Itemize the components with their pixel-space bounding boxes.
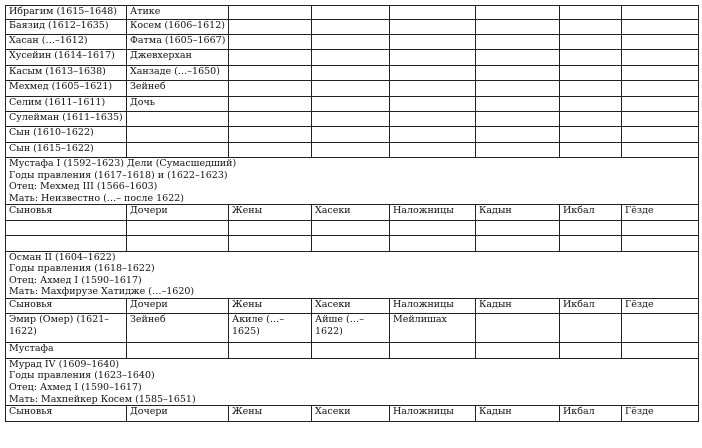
empty-cell <box>476 314 560 343</box>
son-cell: Хусейин (1614–1617) <box>6 50 127 65</box>
column-header-wives: Жены <box>229 205 312 220</box>
sultan-info-row <box>6 358 699 405</box>
empty-cell <box>127 220 229 235</box>
empty-cell <box>476 65 560 80</box>
column-header-sons: Сыновья <box>6 406 127 421</box>
empty-cell <box>229 236 312 251</box>
daughter-cell <box>127 127 229 142</box>
daughter-cell: Зейнеб <box>127 81 229 96</box>
son-cell: Ибрагим (1615–1648) <box>6 6 127 20</box>
concubine-cell: Мейлишах <box>390 314 476 343</box>
son-cell: Баязид (1612–1635) <box>6 19 127 34</box>
empty-cell <box>476 81 560 96</box>
empty-cell <box>560 343 622 358</box>
sultan-info-line: Мустафа I (1592–1623) Дели (Сумасшедший) <box>9 158 237 170</box>
empty-cell <box>390 111 476 126</box>
sons-row <box>6 127 699 142</box>
empty-cell <box>312 81 390 96</box>
empty-cell <box>560 111 622 126</box>
sultan-info-line: Отец: Ахмед I (1590–1617) <box>9 382 142 393</box>
empty-cell <box>390 236 476 251</box>
empty-cell <box>229 142 312 157</box>
empty-cell <box>622 6 699 20</box>
sons-row <box>6 6 699 20</box>
column-header-wives: Жены <box>229 406 312 421</box>
empty-cell <box>476 236 560 251</box>
daughter-cell: Дочь <box>127 96 229 111</box>
empty-cell <box>476 19 560 34</box>
empty-cell <box>560 127 622 142</box>
empty-cell <box>622 343 699 358</box>
empty-cell <box>312 65 390 80</box>
empty-cell <box>476 142 560 157</box>
empty-cell <box>312 96 390 111</box>
son-cell: Селим (1611–1611) <box>6 96 127 111</box>
empty-cell <box>622 96 699 111</box>
empty-cell <box>476 111 560 126</box>
son-cell: Мехмед (1605–1621) <box>6 81 127 96</box>
daughter-cell: Ханзаде (…–1650) <box>127 65 229 80</box>
empty-cell <box>229 19 312 34</box>
sons-row <box>6 142 699 157</box>
empty-cell <box>560 50 622 65</box>
son-cell: Сулейман (1611–1635) <box>6 111 127 126</box>
empty-cell <box>560 81 622 96</box>
empty-cell <box>390 343 476 358</box>
empty-cell <box>127 236 229 251</box>
daughter-cell: Косем (1606–1612) <box>127 19 229 34</box>
empty-cell <box>312 236 390 251</box>
daughter-cell: Зейнеб <box>127 314 229 343</box>
empty-cell <box>229 343 312 358</box>
empty-cell <box>229 65 312 80</box>
column-header-ikbal: Икбал <box>560 299 622 314</box>
daughter-cell <box>127 111 229 126</box>
sons-row <box>6 111 699 126</box>
column-header-gozde: Гёзде <box>622 205 699 220</box>
empty-cell <box>229 127 312 142</box>
empty-cell <box>560 65 622 80</box>
sultan-info-line: Мать: Неизвестно (…– после 1622) <box>9 192 184 204</box>
column-header-daughters: Дочери <box>127 205 229 220</box>
sultan-info <box>6 158 699 205</box>
empty-cell <box>560 96 622 111</box>
column-header-kadin: Кадын <box>476 299 560 314</box>
wife-cell: Акиле (…–1625) <box>229 314 312 343</box>
son-cell: Хасан (…–1612) <box>6 34 127 49</box>
son-cell: Касым (1613–1638) <box>6 65 127 80</box>
empty-cell <box>229 50 312 65</box>
empty-cell <box>560 236 622 251</box>
column-header-wives: Жены <box>229 299 312 314</box>
empty-cell <box>390 142 476 157</box>
empty-cell <box>6 220 127 235</box>
empty-cell <box>312 220 390 235</box>
empty-cell <box>476 343 560 358</box>
son-cell: Мустафа <box>6 343 127 358</box>
empty-cell <box>560 314 622 343</box>
sons-row <box>6 314 699 343</box>
empty-cell <box>312 142 390 157</box>
empty-cell <box>312 111 390 126</box>
son-cell: Сын (1610–1622) <box>6 127 127 142</box>
column-header-gozde: Гёзде <box>622 299 699 314</box>
daughter-cell: Фатма (1605–1667) <box>127 34 229 49</box>
empty-cell <box>622 220 699 235</box>
empty-cell <box>390 65 476 80</box>
empty-cell <box>312 343 390 358</box>
empty-cell <box>476 50 560 65</box>
sultan-info-line: Мурад IV (1609–1640) <box>9 358 120 370</box>
empty-cell <box>390 96 476 111</box>
sons-row <box>6 34 699 49</box>
empty-row <box>6 220 699 235</box>
column-header-kadin: Кадын <box>476 205 560 220</box>
sultan-info-line: Годы правления (1618–1622) <box>9 263 155 275</box>
empty-cell <box>476 127 560 142</box>
empty-cell <box>229 96 312 111</box>
empty-cell <box>560 6 622 20</box>
empty-cell <box>390 220 476 235</box>
empty-cell <box>312 6 390 20</box>
sons-row <box>6 65 699 80</box>
empty-cell <box>229 34 312 49</box>
empty-cell <box>229 220 312 235</box>
empty-cell <box>476 96 560 111</box>
empty-cell <box>390 127 476 142</box>
empty-cell <box>390 50 476 65</box>
empty-cell <box>312 19 390 34</box>
empty-cell <box>622 236 699 251</box>
column-header-sons: Сыновья <box>6 205 127 220</box>
column-header-concubines: Наложницы <box>390 205 476 220</box>
sons-row <box>6 81 699 96</box>
empty-cell <box>229 81 312 96</box>
empty-cell <box>229 6 312 20</box>
empty-cell <box>312 50 390 65</box>
empty-cell <box>622 142 699 157</box>
empty-cell <box>390 34 476 49</box>
empty-cell <box>622 314 699 343</box>
sultan-info <box>6 251 699 298</box>
empty-cell <box>622 50 699 65</box>
daughter-cell <box>127 142 229 157</box>
sons-row <box>6 343 699 358</box>
dynasty-table <box>5 5 699 422</box>
sons-row <box>6 96 699 111</box>
empty-cell <box>476 34 560 49</box>
sultan-info-line: Мать: Махпейкер Косем (1585–1651) <box>9 393 196 405</box>
empty-cell <box>390 6 476 20</box>
empty-cell <box>622 127 699 142</box>
empty-cell <box>312 127 390 142</box>
son-cell: Эмир (Омер) (1621–1622) <box>6 314 127 343</box>
column-header-ikbal: Икбал <box>560 205 622 220</box>
empty-cell <box>390 19 476 34</box>
column-header-row <box>6 406 699 421</box>
empty-cell <box>127 343 229 358</box>
empty-cell <box>560 19 622 34</box>
empty-cell <box>622 81 699 96</box>
empty-cell <box>476 220 560 235</box>
daughter-cell: Атике <box>127 6 229 20</box>
column-header-sons: Сыновья <box>6 299 127 314</box>
column-header-ikbal: Икбал <box>560 406 622 421</box>
empty-cell <box>560 142 622 157</box>
column-header-daughters: Дочери <box>127 299 229 314</box>
empty-cell <box>622 111 699 126</box>
sultan-info-line: Отец: Ахмед I (1590–1617) <box>9 274 142 286</box>
empty-cell <box>390 81 476 96</box>
empty-cell <box>6 236 127 251</box>
sultan-info-row <box>6 158 699 205</box>
sultan-info-line: Годы правления (1617–1618) и (1622–1623) <box>9 169 228 181</box>
column-header-haseki: Хасеки <box>312 205 390 220</box>
column-header-row <box>6 205 699 220</box>
sultan-info-line: Отец: Мехмед III (1566–1603) <box>9 181 158 193</box>
empty-cell <box>560 220 622 235</box>
column-header-haseki: Хасеки <box>312 299 390 314</box>
empty-cell <box>312 34 390 49</box>
column-header-haseki: Хасеки <box>312 406 390 421</box>
empty-cell <box>560 34 622 49</box>
empty-cell <box>476 6 560 20</box>
column-header-row <box>6 299 699 314</box>
sultan-info <box>6 358 699 405</box>
sultan-info-row <box>6 251 699 298</box>
column-header-concubines: Наложницы <box>390 406 476 421</box>
empty-row <box>6 236 699 251</box>
column-header-daughters: Дочери <box>127 406 229 421</box>
column-header-kadin: Кадын <box>476 406 560 421</box>
sultan-info-line: Годы правления (1623–1640) <box>9 370 155 382</box>
sultan-info-line: Осман II (1604–1622) <box>9 251 116 263</box>
sons-row <box>6 50 699 65</box>
empty-cell <box>622 19 699 34</box>
sultan-info-line: Мать: Махфирузе Хатидже (…–1620) <box>9 286 195 298</box>
sons-row <box>6 19 699 34</box>
daughter-cell: Джевхерхан <box>127 50 229 65</box>
haseki-cell: Айше (…–1622) <box>312 314 390 343</box>
empty-cell <box>622 65 699 80</box>
empty-cell <box>229 111 312 126</box>
column-header-concubines: Наложницы <box>390 299 476 314</box>
empty-cell <box>622 34 699 49</box>
son-cell: Сын (1615–1622) <box>6 142 127 157</box>
column-header-gozde: Гёзде <box>622 406 699 421</box>
